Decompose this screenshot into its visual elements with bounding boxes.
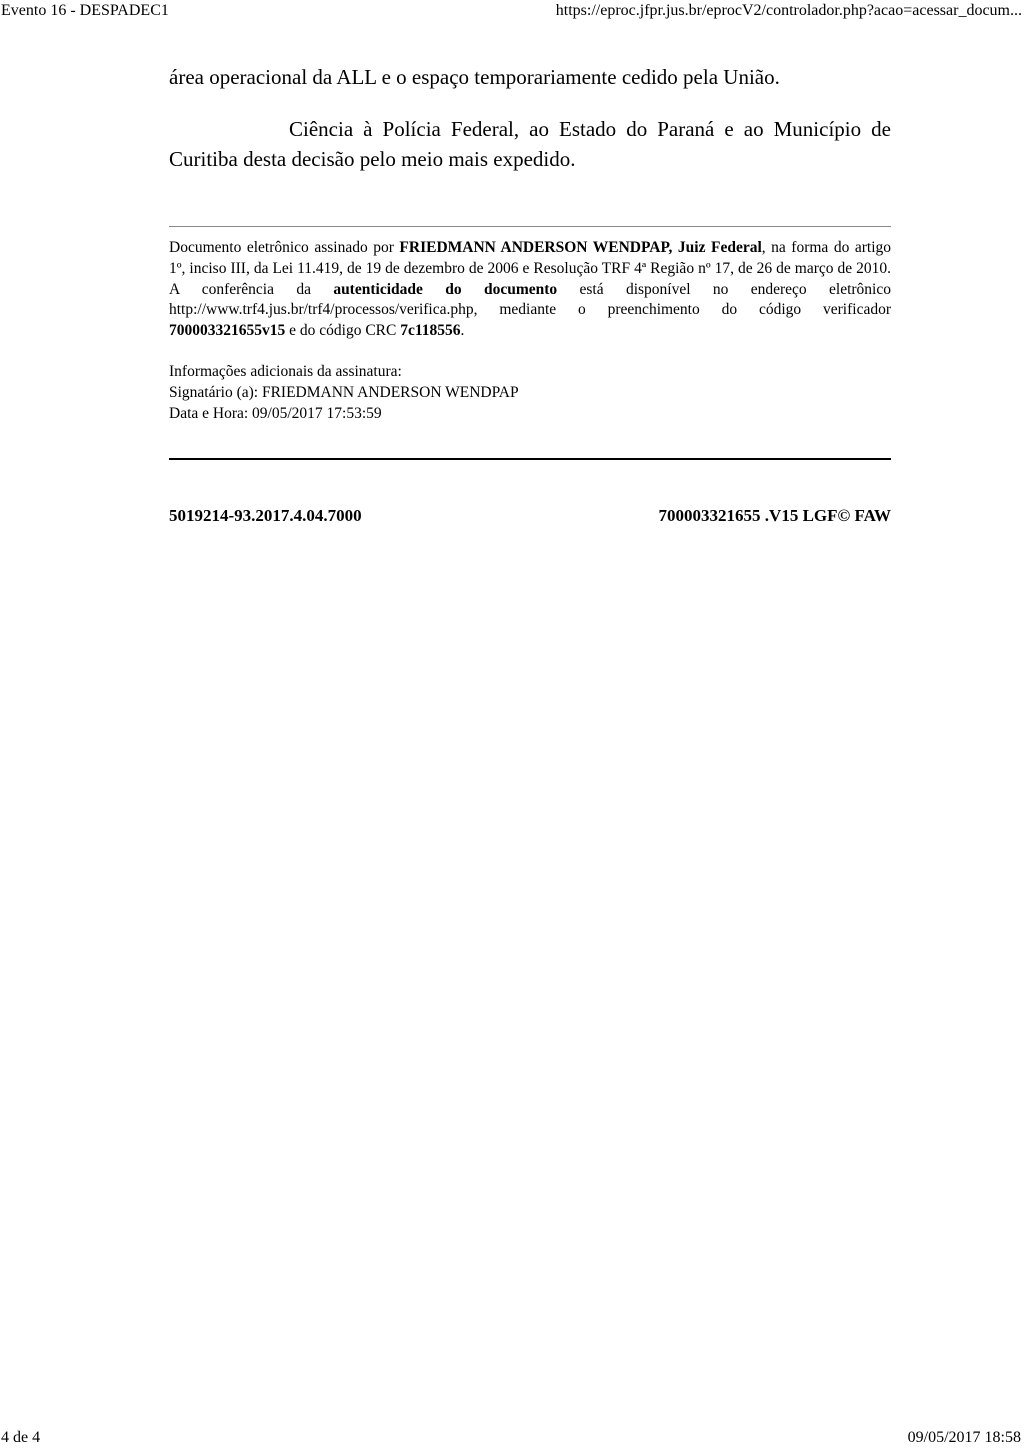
document-body	[169, 62, 891, 174]
signature-text-4: e do código CRC	[285, 322, 401, 340]
authenticity-label: autenticidade do documento	[333, 280, 558, 298]
signature-divider	[169, 226, 891, 227]
signature-info-heading: Informações adicionais da assinatura:	[169, 363, 402, 380]
signature-text-3: está disponível no endereço eletrônico http://www.trf4.jus.br/trf4/processos/verifica.php, mediante o preenchimento do código verificador	[169, 280, 891, 319]
crc-code: 7c118556	[400, 322, 461, 340]
footer-divider	[169, 458, 891, 460]
print-header-url: https://eproc.jfpr.jus.br/eprocV2/controlador.php?acao=acessar_docum...	[555, 2, 1022, 19]
signatory-line: Signatário (a): FRIEDMANN ANDERSON WENDPAP	[169, 383, 519, 401]
print-timestamp: 09/05/2017 18:58	[907, 1429, 1021, 1446]
document-code: 700003321655 .V15 LGF© FAW	[658, 506, 891, 525]
verifier-code: 700003321655v15	[169, 322, 286, 340]
signature-text-1: Documento eletrônico assinado por	[169, 239, 400, 256]
body-paragraph-2: Ciência à Polícia Federal, ao Estado do Paraná e ao Município de Curitiba desta decisão pelo meio mais expedido.	[169, 117, 891, 171]
signer-name: FRIEDMANN ANDERSON WENDPAP, Juiz Federal	[399, 239, 762, 256]
signature-info	[169, 362, 891, 424]
signature-text-5: .	[460, 322, 465, 340]
process-number: 5019214-93.2017.4.04.7000	[169, 506, 362, 525]
body-paragraph-1: área operacional da ALL e o espaço temporariamente cedido pela União.	[169, 65, 780, 89]
signature-text-2: , na forma do artigo 1º, inciso III, da Lei 11.419, de 19 de dezembro de 2006 e Resolução TRF 4ª Região nº 17, de 26 de março de 2010. A conferência da	[169, 239, 892, 298]
signature-datetime: Data e Hora: 09/05/2017 17:53:59	[169, 404, 382, 422]
signature-statement	[169, 238, 891, 342]
print-header-title: Evento 16 - DESPADEC1	[1, 2, 169, 19]
page-counter: 4 de 4	[1, 1429, 41, 1446]
